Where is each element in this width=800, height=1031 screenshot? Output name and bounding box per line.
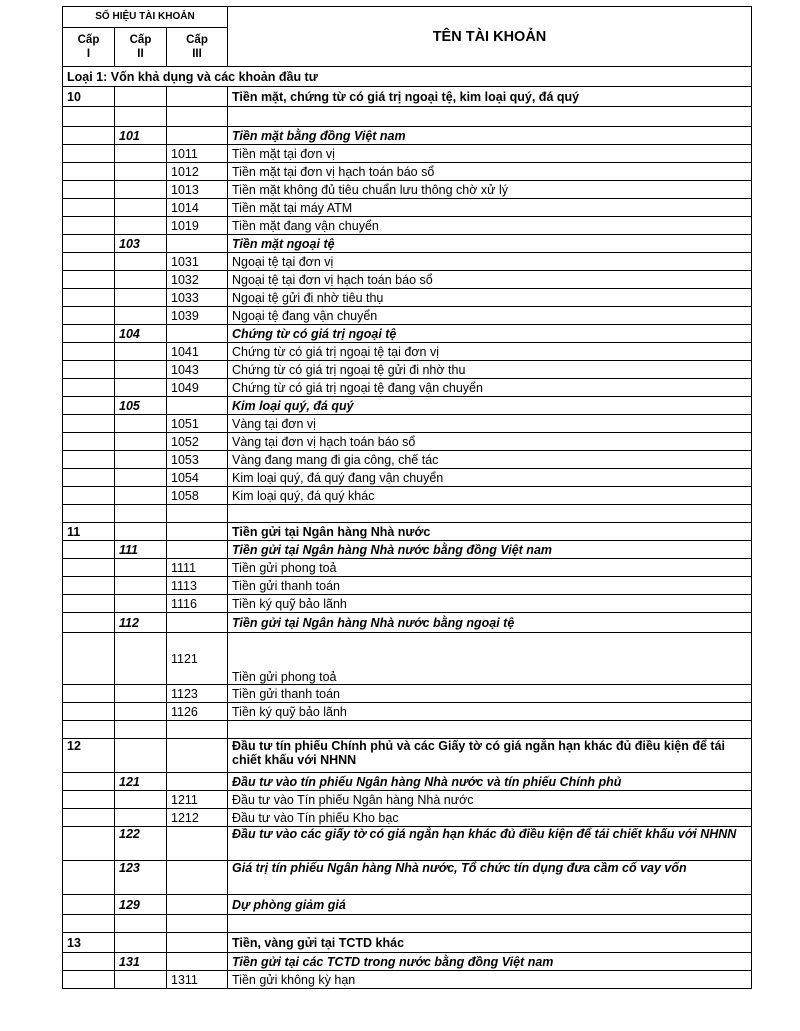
level-1-code-cell: [63, 433, 115, 451]
account-row: [63, 773, 752, 791]
level-2-header: Cấp II: [115, 28, 167, 67]
level-1-code-cell: [63, 163, 115, 181]
account-table: [62, 6, 752, 989]
account-row: [63, 541, 752, 559]
account-name-cell: Ngoại tệ đang vận chuyển: [228, 307, 752, 325]
account-row: [63, 307, 752, 325]
account-row: [63, 633, 752, 685]
level-1-code-cell: [63, 809, 115, 827]
account-row: [63, 361, 752, 379]
account-name-cell: Đầu tư tín phiếu Chính phủ và các Giấy tờ có giá ngắn hạn khác đủ điều kiện để tái chiết khấu với NHNN: [228, 739, 752, 773]
level-2-code-cell: [115, 271, 167, 289]
level-3-code-cell: 1121: [167, 633, 228, 685]
level-2-code-cell: [115, 163, 167, 181]
level-1-code-cell: [63, 127, 115, 145]
account-row: [63, 325, 752, 343]
account-row: [63, 523, 752, 541]
level-3-code-cell: 1013: [167, 181, 228, 199]
account-name-cell: Tiền mặt tại đơn vị hạch toán báo sổ: [228, 163, 752, 181]
level-1-header: Cấp I: [63, 28, 115, 67]
account-name-cell: Tiền gửi tại các TCTD trong nước bằng đồng Việt nam: [228, 953, 752, 971]
level-3-code-cell: 1054: [167, 469, 228, 487]
level-3-code-cell: [167, 107, 228, 127]
level-2-code-cell: [115, 451, 167, 469]
level-2-code-cell: [115, 253, 167, 271]
level-1-code-cell: [63, 595, 115, 613]
level-2-code-cell: [115, 433, 167, 451]
level-2-code-cell: 129: [115, 895, 167, 915]
level-2-code-cell: [115, 487, 167, 505]
level-3-code-cell: 1041: [167, 343, 228, 361]
account-row: [63, 451, 752, 469]
account-name-cell: Ngoại tệ gửi đi nhờ tiêu thụ: [228, 289, 752, 307]
level-1-code-cell: [63, 613, 115, 633]
level-2-code-cell: [115, 307, 167, 325]
level-3-code-cell: 1126: [167, 703, 228, 721]
level-3-code-cell: [167, 397, 228, 415]
level-2-code-cell: 122: [115, 827, 167, 861]
level-2-code-cell: [115, 181, 167, 199]
level-1-code-cell: [63, 915, 115, 933]
level-1-code-cell: [63, 895, 115, 915]
level-1-code-cell: [63, 397, 115, 415]
level-3-code-cell: 1031: [167, 253, 228, 271]
account-name-cell: Ngoại tệ tại đơn vị: [228, 253, 752, 271]
level-2-code-cell: 105: [115, 397, 167, 415]
account-name-cell: Vàng đang mang đi gia công, chế tác: [228, 451, 752, 469]
level-1-code-cell: [63, 541, 115, 559]
level-1-code-cell: [63, 953, 115, 971]
level-3-code-cell: [167, 523, 228, 541]
account-row: [63, 235, 752, 253]
level-3-code-cell: [167, 773, 228, 791]
account-name-cell: Tiền mặt ngoại tệ: [228, 235, 752, 253]
blank-row: [63, 915, 752, 933]
level-1-code-cell: [63, 861, 115, 895]
account-name-cell: Tiền gửi phong toả: [228, 559, 752, 577]
level-2-code-cell: [115, 595, 167, 613]
level-1-code-cell: [63, 505, 115, 523]
account-name-cell: [228, 721, 752, 739]
level-3-code-cell: 1014: [167, 199, 228, 217]
level-1-code-cell: [63, 199, 115, 217]
level-3-code-cell: 1049: [167, 379, 228, 397]
account-name-cell: Tiền ký quỹ bảo lãnh: [228, 595, 752, 613]
level-2-code-cell: [115, 87, 167, 107]
level-3-code-cell: 1123: [167, 685, 228, 703]
level-2-code-cell: 101: [115, 127, 167, 145]
account-name-cell: Kim loại quý, đá quý: [228, 397, 752, 415]
account-row: [63, 469, 752, 487]
level-3-code-cell: [167, 739, 228, 773]
level-2-code-cell: 112: [115, 613, 167, 633]
level-3-code-cell: [167, 827, 228, 861]
level-3-code-cell: 1011: [167, 145, 228, 163]
level-1-code-cell: [63, 217, 115, 235]
level-1-code-cell: [63, 145, 115, 163]
level-3-code-cell: 1032: [167, 271, 228, 289]
level-3-code-cell: [167, 613, 228, 633]
level-2-code-cell: [115, 685, 167, 703]
level-3-code-cell: [167, 861, 228, 895]
account-row: [63, 595, 752, 613]
level-2-code-cell: [115, 721, 167, 739]
account-name-cell: Dự phòng giảm giá: [228, 895, 752, 915]
level-1-code-cell: [63, 235, 115, 253]
account-name-cell: Tiền ký quỹ bảo lãnh: [228, 703, 752, 721]
level-3-code-cell: 1053: [167, 451, 228, 469]
account-row: [63, 577, 752, 595]
account-name-cell: Đầu tư vào tín phiếu Ngân hàng Nhà nước và tín phiếu Chính phủ: [228, 773, 752, 791]
level-1-code-cell: [63, 307, 115, 325]
level-2-code-cell: [115, 633, 167, 685]
level-1-code-cell: [63, 271, 115, 289]
account-row: [63, 289, 752, 307]
level-3-code-cell: 1113: [167, 577, 228, 595]
level-1-code-cell: [63, 469, 115, 487]
account-name-cell: Tiền gửi tại Ngân hàng Nhà nước bằng đồng Việt nam: [228, 541, 752, 559]
level-2-code-cell: [115, 217, 167, 235]
account-name-cell: Tiền mặt tại đơn vị: [228, 145, 752, 163]
level-3-code-cell: 1019: [167, 217, 228, 235]
level-2-code-cell: [115, 415, 167, 433]
account-name-cell: Tiền mặt tại máy ATM: [228, 199, 752, 217]
level-3-code-cell: 1211: [167, 791, 228, 809]
level-3-code-cell: [167, 915, 228, 933]
account-name-cell: Tiền gửi tại Ngân hàng Nhà nước: [228, 523, 752, 541]
level-3-header: Cấp III: [167, 28, 228, 67]
account-row: [63, 163, 752, 181]
account-name-cell: Ngoại tệ tại đơn vị hạch toán báo sổ: [228, 271, 752, 289]
account-row: [63, 253, 752, 271]
level-1-code-cell: [63, 773, 115, 791]
level-3-code-cell: 1311: [167, 971, 228, 989]
level-2-code-cell: [115, 809, 167, 827]
level-3-code-cell: 1111: [167, 559, 228, 577]
account-row: [63, 685, 752, 703]
level-3-code-cell: [167, 721, 228, 739]
level-1-code-cell: 11: [63, 523, 115, 541]
account-name-cell: Chứng từ có giá trị ngoại tệ: [228, 325, 752, 343]
account-name-cell: Chứng từ có giá trị ngoại tệ gửi đi nhờ thu: [228, 361, 752, 379]
account-row: [63, 703, 752, 721]
level-2-code-cell: [115, 289, 167, 307]
account-row: [63, 933, 752, 953]
level-2-code-cell: [115, 703, 167, 721]
account-row: [63, 271, 752, 289]
level-2-code-cell: [115, 791, 167, 809]
level-2-code-cell: [115, 361, 167, 379]
level-3-code-cell: [167, 325, 228, 343]
account-name-cell: Vàng tại đơn vị: [228, 415, 752, 433]
level-1-code-cell: [63, 361, 115, 379]
account-row: [63, 433, 752, 451]
account-name-cell: Tiền gửi không kỳ hạn: [228, 971, 752, 989]
table-body: [63, 67, 752, 989]
account-name-cell: Vàng tại đơn vị hạch toán báo sổ: [228, 433, 752, 451]
level-3-code-cell: 1051: [167, 415, 228, 433]
level-1-code-cell: 13: [63, 933, 115, 953]
level-1-code-cell: [63, 343, 115, 361]
level-3-code-cell: 1058: [167, 487, 228, 505]
level-3-code-cell: [167, 505, 228, 523]
level-1-code-cell: [63, 289, 115, 307]
account-row: [63, 181, 752, 199]
account-name-cell: Chứng từ có giá trị ngoại tệ đang vận chuyển: [228, 379, 752, 397]
category-label: Loại 1: Vốn khả dụng và các khoản đầu tư: [63, 67, 752, 87]
level-1-code-cell: [63, 703, 115, 721]
account-row: [63, 895, 752, 915]
level-3-code-cell: [167, 933, 228, 953]
level-3-code-cell: 1116: [167, 595, 228, 613]
account-row: [63, 613, 752, 633]
account-name-cell: [228, 505, 752, 523]
level-2-code-cell: [115, 199, 167, 217]
level-3-code-cell: [167, 541, 228, 559]
level-2-code-cell: 123: [115, 861, 167, 895]
level-3-code-cell: [167, 127, 228, 145]
account-row: [63, 397, 752, 415]
level-1-code-cell: [63, 971, 115, 989]
level-2-code-cell: [115, 343, 167, 361]
level-1-code-cell: [63, 379, 115, 397]
level-1-code-cell: [63, 325, 115, 343]
account-name-cell: [228, 915, 752, 933]
account-name-cell: Tiền mặt, chứng từ có giá trị ngoại tệ, kim loại quý, đá quý: [228, 87, 752, 107]
level-3-code-cell: [167, 953, 228, 971]
level-3-code-cell: 1033: [167, 289, 228, 307]
level-1-code-cell: [63, 253, 115, 271]
level-1-code-cell: [63, 685, 115, 703]
account-name-cell: Tiền gửi phong toả: [228, 633, 752, 685]
level-2-code-cell: [115, 505, 167, 523]
level-1-code-cell: [63, 577, 115, 595]
level-2-code-cell: 104: [115, 325, 167, 343]
account-row: [63, 791, 752, 809]
account-name-cell: Tiền mặt bằng đồng Việt nam: [228, 127, 752, 145]
blank-row: [63, 505, 752, 523]
account-name-header: TÊN TÀI KHOẢN: [228, 7, 752, 67]
account-name-cell: Kim loại quý, đá quý đang vận chuyển: [228, 469, 752, 487]
level-3-code-cell: [167, 235, 228, 253]
account-name-cell: Tiền mặt không đủ tiêu chuẩn lưu thông chờ xử lý: [228, 181, 752, 199]
account-name-cell: Đầu tư vào Tín phiếu Kho bạc: [228, 809, 752, 827]
account-row: [63, 809, 752, 827]
level-1-code-cell: [63, 451, 115, 469]
level-3-code-cell: [167, 895, 228, 915]
level-2-code-cell: 111: [115, 541, 167, 559]
blank-row: [63, 107, 752, 127]
account-name-cell: Tiền, vàng gửi tại TCTD khác: [228, 933, 752, 953]
account-row: [63, 343, 752, 361]
level-1-code-cell: [63, 633, 115, 685]
account-row: [63, 487, 752, 505]
account-name-cell: Đầu tư vào Tín phiếu Ngân hàng Nhà nước: [228, 791, 752, 809]
level-3-code-cell: 1052: [167, 433, 228, 451]
account-number-header: SỐ HIỆU TÀI KHOẢN: [63, 7, 228, 28]
level-2-code-cell: [115, 915, 167, 933]
account-row: [63, 217, 752, 235]
category-row: [63, 67, 752, 87]
level-3-code-cell: [167, 87, 228, 107]
level-1-code-cell: [63, 791, 115, 809]
level-2-code-cell: 103: [115, 235, 167, 253]
level-2-code-cell: [115, 469, 167, 487]
level-3-code-cell: 1043: [167, 361, 228, 379]
account-row: [63, 953, 752, 971]
account-row: [63, 415, 752, 433]
account-row: [63, 739, 752, 773]
level-2-code-cell: [115, 559, 167, 577]
level-3-code-cell: 1012: [167, 163, 228, 181]
account-name-cell: Tiền gửi thanh toán: [228, 685, 752, 703]
level-2-code-cell: [115, 379, 167, 397]
level-1-code-cell: [63, 827, 115, 861]
account-name-cell: Tiền gửi thanh toán: [228, 577, 752, 595]
account-row: [63, 87, 752, 107]
account-name-cell: Tiền gửi tại Ngân hàng Nhà nước bằng ngoại tệ: [228, 613, 752, 633]
level-1-code-cell: [63, 721, 115, 739]
account-row: [63, 559, 752, 577]
account-name-cell: Chứng từ có giá trị ngoại tệ tại đơn vị: [228, 343, 752, 361]
table-header: [63, 7, 752, 67]
account-row: [63, 827, 752, 861]
level-1-code-cell: [63, 487, 115, 505]
account-name-cell: Kim loại quý, đá quý khác: [228, 487, 752, 505]
level-2-code-cell: [115, 971, 167, 989]
level-3-code-cell: 1212: [167, 809, 228, 827]
level-1-code-cell: 10: [63, 87, 115, 107]
level-2-code-cell: [115, 739, 167, 773]
level-2-code-cell: [115, 933, 167, 953]
level-2-code-cell: [115, 145, 167, 163]
account-name-cell: Đầu tư vào các giấy tờ có giá ngắn hạn khác đủ điều kiện để tái chiết khấu với NHNN: [228, 827, 752, 861]
account-name-cell: Giá trị tín phiếu Ngân hàng Nhà nước, Tổ chức tín dụng đưa cầm cố vay vốn: [228, 861, 752, 895]
level-1-code-cell: [63, 559, 115, 577]
account-row: [63, 145, 752, 163]
level-2-code-cell: 131: [115, 953, 167, 971]
level-2-code-cell: [115, 523, 167, 541]
account-name-cell: Tiền mặt đang vận chuyển: [228, 217, 752, 235]
level-1-code-cell: 12: [63, 739, 115, 773]
account-row: [63, 861, 752, 895]
account-row: [63, 379, 752, 397]
level-2-code-cell: 121: [115, 773, 167, 791]
account-row: [63, 199, 752, 217]
account-row: [63, 127, 752, 145]
level-1-code-cell: [63, 181, 115, 199]
level-1-code-cell: [63, 415, 115, 433]
blank-row: [63, 721, 752, 739]
account-name-cell: [228, 107, 752, 127]
level-2-code-cell: [115, 107, 167, 127]
level-3-code-cell: 1039: [167, 307, 228, 325]
level-2-code-cell: [115, 577, 167, 595]
account-row: [63, 971, 752, 989]
level-1-code-cell: [63, 107, 115, 127]
